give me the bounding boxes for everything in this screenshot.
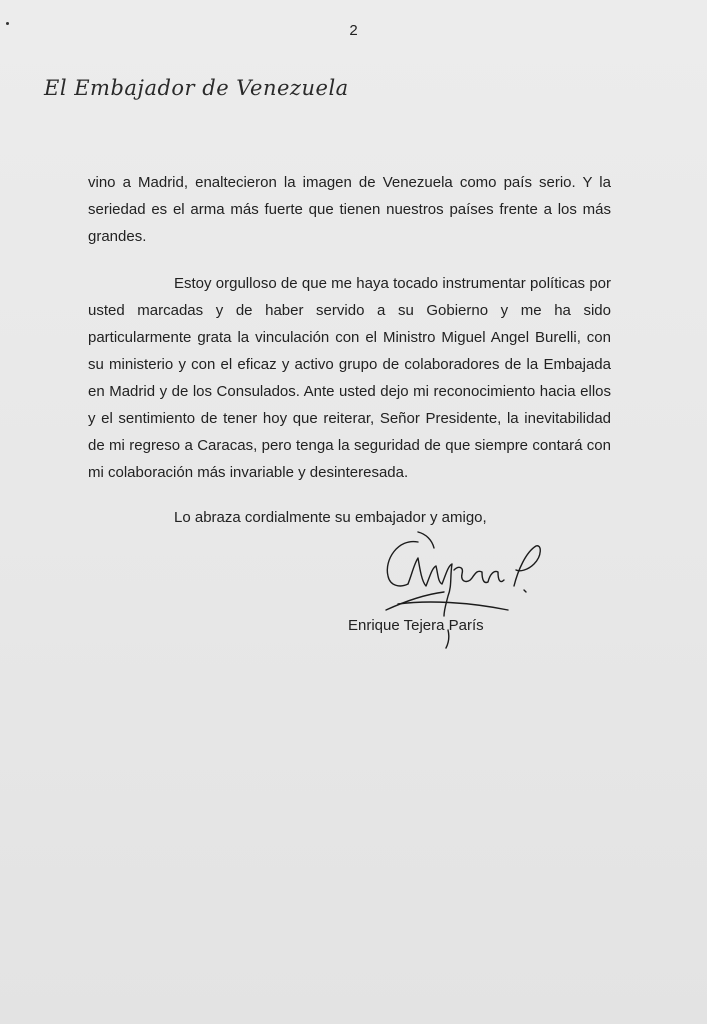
body-paragraph-2: Estoy orgulloso de que me haya tocado instrumentar políticas por usted marcadas y de haber servido a su Gobierno y me ha sido particularmente grata la vinculación con el Ministro Miguel Angel Burelli, con su ministerio y con el eficaz y activo grupo de colaboradores de la Embajada en Madrid y de los Consulados. Ante usted dejo mi reconocimiento hacia ellos y el sentimiento de tener hoy que reiterar, Señor Presidente, la inevitabilidad de mi regreso a Caracas, pero tenga la seguridad de que siempre contará con mi colaboración más invariable y desinteresada.: [88, 275, 611, 481]
body-paragraph-1: vino a Madrid, enaltecieron la imagen de Venezuela como país serio. Y la seriedad es el arma más fuerte que tienen nuestros países frente a los más grandes.: [88, 174, 611, 245]
letterhead: El Embajador de Venezuela: [44, 76, 349, 100]
page-number: 2: [349, 22, 358, 39]
closing-line: Lo abraza cordialmente su embajador y amigo,: [174, 509, 487, 526]
signer-name: Enrique Tejera París: [348, 617, 484, 634]
